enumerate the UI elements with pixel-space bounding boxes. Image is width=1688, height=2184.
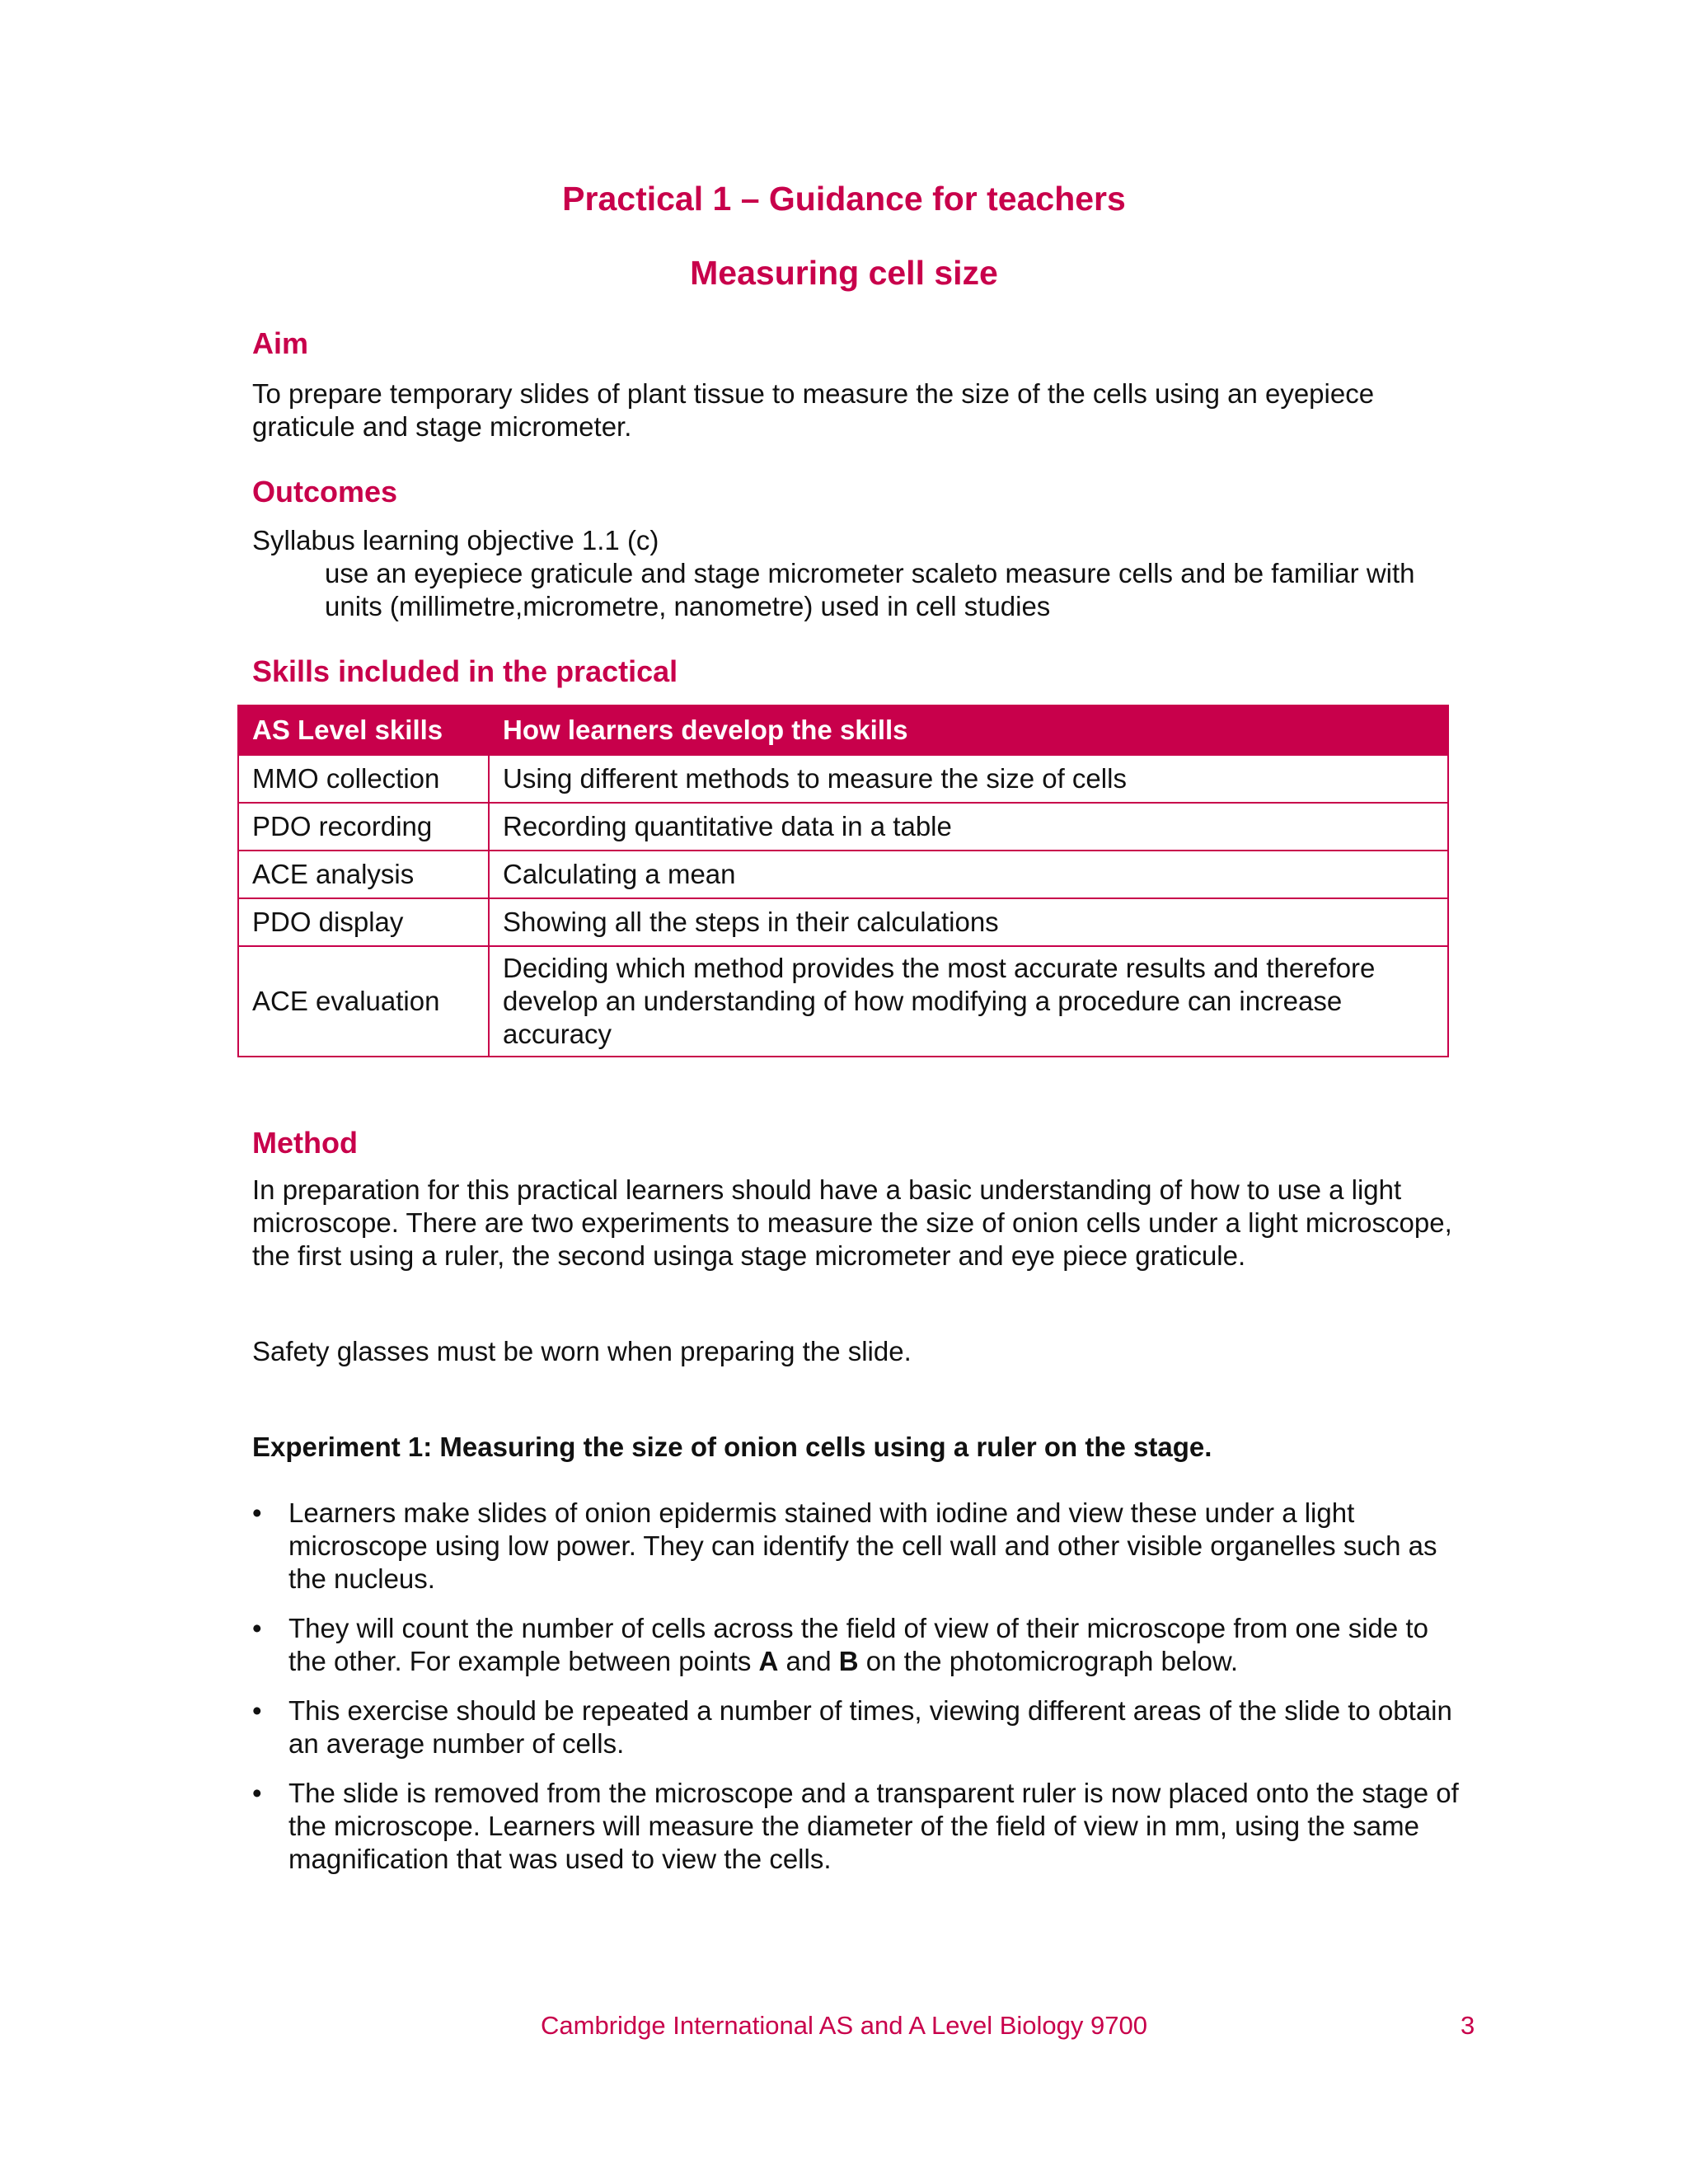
list-item-text: The slide is removed from the microscope and a transparent ruler is now placed onto the stage of the microscope. Learners will measure the diameter of the field of view in mm, using the same magnification that was used to view the cells. <box>288 1778 1459 1874</box>
text-run: and <box>778 1646 839 1676</box>
how-cell: Showing all the steps in their calculations <box>489 898 1448 946</box>
skill-cell: PDO recording <box>238 803 489 851</box>
skills-heading: Skills included in the practical <box>252 654 678 688</box>
how-cell: Calculating a mean <box>489 851 1448 898</box>
bullet-icon: • <box>252 1695 262 1726</box>
bullet-icon: • <box>252 1778 262 1808</box>
page-number: 3 <box>1461 2011 1475 2040</box>
table-row <box>238 946 1448 1057</box>
how-cell: Using different methods to measure the size of cells <box>489 755 1448 803</box>
skills-table-header-row <box>238 705 1448 755</box>
col-header-how: How learners develop the skills <box>489 705 1448 755</box>
method-heading: Method <box>252 1126 358 1160</box>
list-item-text: Learners make slides of onion epidermis stained with iodine and view these under a light microscope using low power. They can identify the cell wall and other visible organelles such as the nucleus. <box>288 1497 1437 1594</box>
list-item <box>252 1497 1464 1596</box>
experiment1-steps <box>252 1497 1464 1892</box>
col-header-skill: AS Level skills <box>238 705 489 755</box>
bullet-icon: • <box>252 1497 262 1528</box>
list-item-text <box>288 1613 1428 1676</box>
skills-table <box>237 705 1449 1057</box>
method-intro: In preparation for this practical learners should have a basic understanding of how to use a light microscope. There are two experiments to measure the size of onion cells under a light microscope, the first using a ruler, the second usinga stage micrometer and eye piece graticule. <box>252 1174 1452 1271</box>
method-safety: Safety glasses must be worn when preparing the slide. <box>252 1336 912 1366</box>
aim-text: To prepare temporary slides of plant tissue to measure the size of the cells using an eyepiece graticule and stage micrometer. <box>252 378 1375 442</box>
aim-heading: Aim <box>252 326 309 360</box>
table-row <box>238 851 1448 898</box>
footer-text: Cambridge International AS and A Level Biology 9700 <box>541 2011 1147 2040</box>
table-row <box>238 755 1448 803</box>
skill-cell: PDO display <box>238 898 489 946</box>
outcomes-heading: Outcomes <box>252 475 398 509</box>
how-cell: Deciding which method provides the most accurate results and therefore develop an understanding of how modifying a procedure can increase accuracy <box>489 946 1448 1057</box>
page-title: Practical 1 – Guidance for teachers <box>562 180 1126 218</box>
point-b-label: B <box>838 1646 859 1676</box>
table-row <box>238 898 1448 946</box>
page-subtitle: Measuring cell size <box>690 254 998 292</box>
point-a-label: A <box>758 1646 779 1676</box>
skill-cell: ACE evaluation <box>238 946 489 1057</box>
bullet-icon: • <box>252 1613 262 1643</box>
experiment1-heading: Experiment 1: Measuring the size of onion cells using a ruler on the stage. <box>252 1432 1212 1462</box>
list-item <box>252 1777 1464 1876</box>
outcomes-objective: Syllabus learning objective 1.1 (c) <box>252 525 659 555</box>
how-cell: Recording quantitative data in a table <box>489 803 1448 851</box>
text-run: on the photomicrograph below. <box>858 1646 1239 1676</box>
outcomes-detail: use an eyepiece graticule and stage micrometer scaleto measure cells and be familiar with units (millimetre,micrometre, nanometre) used in cell studies <box>325 558 1415 621</box>
list-item <box>252 1612 1464 1678</box>
list-item <box>252 1694 1464 1760</box>
skill-cell: ACE analysis <box>238 851 489 898</box>
skill-cell: MMO collection <box>238 755 489 803</box>
text-run: They will count the number of cells across the field of view of their microscope from one side to the other. For example between points <box>288 1613 1428 1676</box>
list-item-text: This exercise should be repeated a number of times, viewing different areas of the slide to obtain an average number of cells. <box>288 1695 1452 1759</box>
table-row <box>238 803 1448 851</box>
